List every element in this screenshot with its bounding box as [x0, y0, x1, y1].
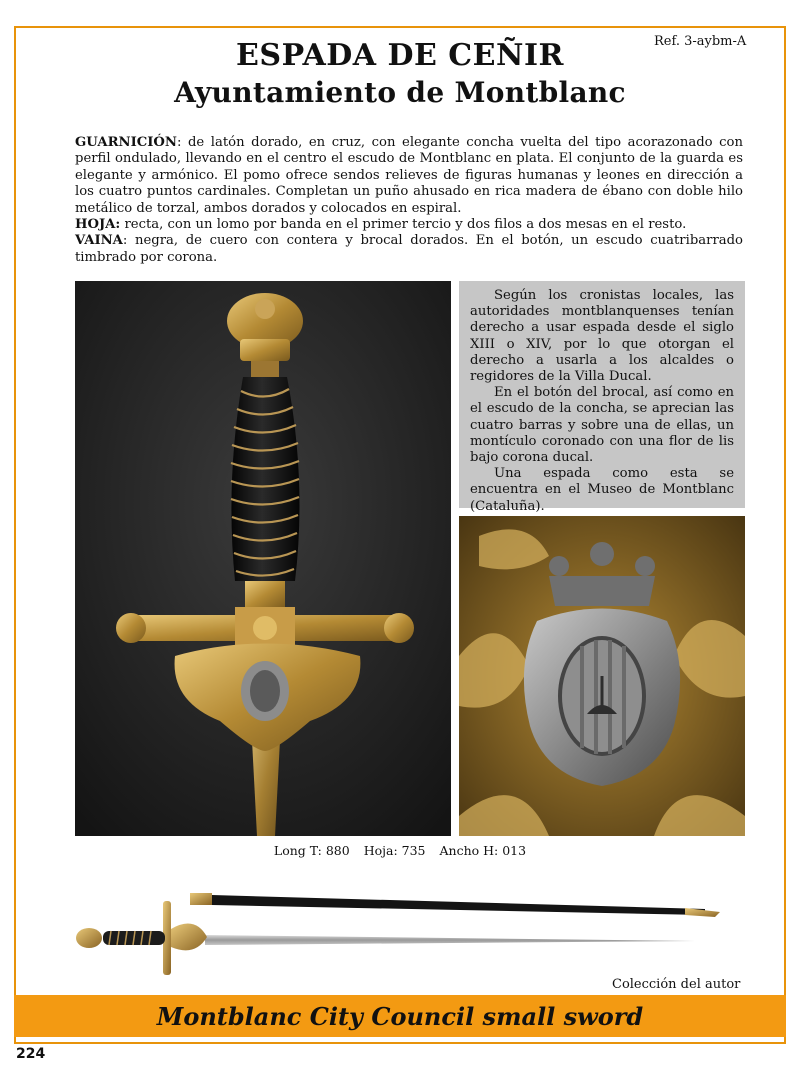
hilt-photo: [75, 281, 451, 836]
hoja-paragraph: [75, 217, 743, 233]
dim-blade-length: Hoja: 735: [363, 843, 426, 858]
english-title-banner: [14, 995, 786, 1037]
guarnicion-label: GUARNICIÓN: [75, 135, 177, 150]
note-paragraph: Según los cronistas locales, las autoridades montblanquenses tenían derecho a usar espada desde el siglo XIII o XIV, por lo que otorgan el derecho a usarla a los alcaldes o regidores de la Villa Ducal.: [470, 288, 734, 385]
dimensions-line: [0, 843, 800, 858]
vaina-paragraph: [75, 233, 743, 266]
dim-blade-width: Ancho H: 013: [439, 843, 527, 858]
full-sword-photo: [75, 885, 735, 980]
ebony-grip: [231, 377, 300, 581]
page-subtitle: Ayuntamiento de Montblanc: [174, 76, 626, 109]
vaina-label: VAINA: [75, 233, 123, 249]
collection-credit: Colección del autor: [612, 977, 741, 992]
coat-of-arms-detail-photo: [459, 516, 745, 836]
vaina-text: : negra, de cuero con contera y brocal dorados. En el botón, un escudo cuatribarrado timbrado por corona.: [75, 233, 743, 265]
reference-code: Ref. 3-aybm-A: [654, 34, 747, 49]
english-title: Montblanc City Council small sword: [156, 1001, 644, 1031]
hoja-text: recta, con un lomo por banda en el primer tercio y dos filos a dos mesas en el resto.: [120, 217, 687, 233]
dim-total-length: Long T: 880: [273, 843, 350, 858]
hoja-label: HOJA:: [75, 217, 121, 233]
page-number: 224: [16, 1046, 46, 1062]
guarnicion-paragraph: [75, 135, 743, 217]
guarnicion-text: : de latón dorado, en cruz, con elegante concha vuelta del tipo acorazonado con perfil ondulado, llevando en el centro el escudo de Montblanc en plata. El conjunto de la guarda es elegante y armónico. El pomo ofrece sendos relieves de figuras humanas y leones en dirección a los cuatro puntos cardinales. Completan un puño ahusado en rica madera de ébano con doble hilo metálico de torzal, ambos dorados y colocados en espiral.: [75, 135, 743, 216]
page-title: ESPADA DE CEÑIR: [236, 38, 564, 73]
history-note: [459, 281, 745, 514]
scabbard: [190, 893, 720, 917]
description-block: [75, 135, 743, 266]
note-paragraph: Una espada como esta se encuentra en el Museo de Montblanc (Cataluña).: [470, 466, 734, 514]
note-paragraph: En el botón del brocal, así como en el escudo de la concha, se aprecian las cuatro barras y sobre una de ellas, un montículo coronado con una flor de lis bajo corona ducal.: [470, 385, 734, 466]
